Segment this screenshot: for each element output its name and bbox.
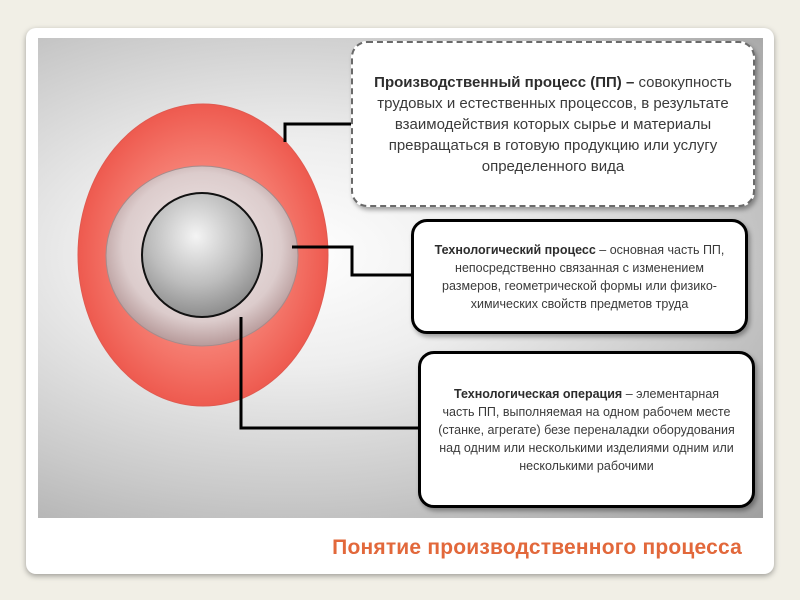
inner-circle (142, 193, 262, 317)
technological-operation-text (437, 385, 736, 475)
technological-process-term: Технологический процесс (434, 242, 596, 257)
production-process-term: Производственный процесс (ПП) – (374, 73, 635, 91)
connector-line-1 (285, 124, 352, 142)
technological-operation-callout (418, 351, 755, 508)
production-process-callout (351, 41, 755, 207)
technological-process-text (424, 241, 735, 313)
slide-title: Понятие производственного процесса (332, 536, 742, 559)
technological-operation-definition: – элементарная часть ПП, выполняемая на одном рабочем месте (станке, агрегате) безе переналадки оборудования над одним или несколькими изделиями одним или несколькими рабочими (438, 386, 735, 473)
technological-process-definition: – основная часть ПП, непосредственно связанная с изменением размеров, геометрической формы или физико-химических свойств предметов труда (442, 242, 725, 311)
production-process-definition: совокупность трудовых и естественных процессов, в результате взаимодействия которых сырье и материалы превращаться в готовую продукцию или услугу определенного вида (377, 73, 732, 175)
technological-operation-term: Технологическая операция (453, 386, 623, 401)
technological-process-callout (411, 219, 748, 334)
production-process-text (369, 72, 737, 177)
